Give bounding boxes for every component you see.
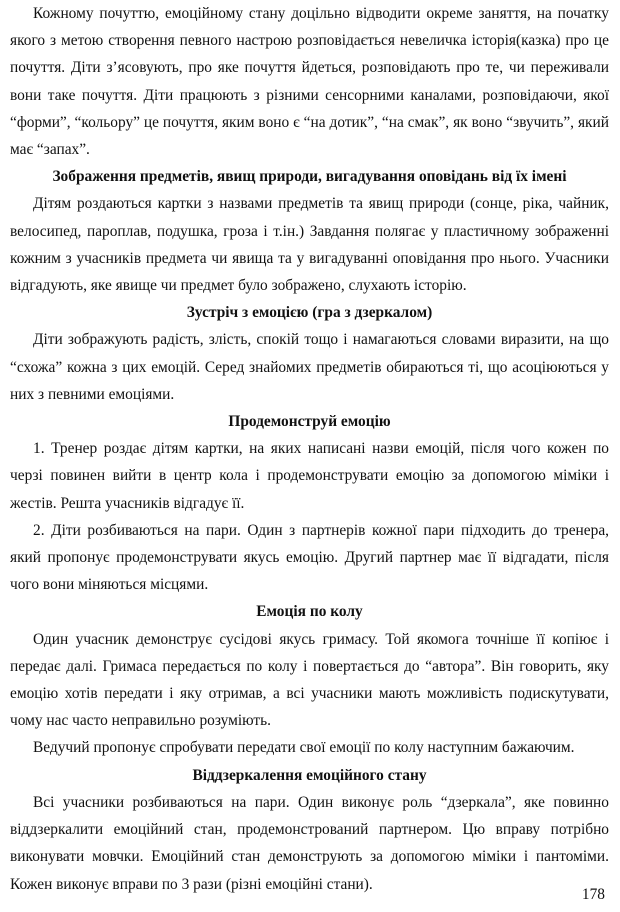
page-number: 178 — [581, 886, 605, 903]
paragraph-demonstrate-2: 2. Діти розбиваються на пари. Один з партнерів кожної пари підходить до тренера, який пропонує продемонструвати якусь емоцію. Другий партнер має її відгадати, після чого вони міняються місцями. — [10, 521, 609, 594]
paragraph-intro: Кожному почуттю, емоційному стану доцільно відводити окреме заняття, на початку якого з метою створення певного настрою розповідається невеличка історія(казка) про це почуття. Діти з’ясовують, про яке почуття йдеться, розповідають про те, чи переживали вони таке почуття. Діти працюють з різними сенсорними каналами, розповідаючи, якої “форми”, “кольору” це почуття, яким воно є “на дотик”, “на смак”, як воно “звучить”, який має “запах”. — [10, 5, 609, 159]
section-heading-reflection: Віддзеркалення емоційного стану — [192, 766, 427, 784]
paragraph-circle-1: Один учасник демонструє сусідові якусь гримасу. Той якомога точніше її копіює і передає далі. Гримаса передається по колу і повертається до “автора”. Він говорить, яку емоцію хотів передати і яку отримав, а всі учасники мають можливість подискутувати, чому нас часто неправильно розуміють. — [10, 630, 609, 730]
paragraph-circle-2: Ведучий пропонує спробувати передати свої емоції по колу наступним бажаючим. — [33, 739, 575, 757]
paragraph-mirror-game: Діти зображують радість, злість, спокій тощо і намагаються словами виразити, на що “схожа” кожна з цих емоцій. Серед знайомих предметів обираються ті, що асоціюються у них з певними емоціями. — [10, 331, 609, 403]
section-heading-objects: Зображення предметів, явищ природи, вигадування оповідань від їх імені — [52, 168, 567, 186]
section-heading-demonstrate: Продемонструй емоцію — [228, 413, 391, 431]
paragraph-reflection: Всі учасники розбиваються на пари. Один виконує роль “дзеркала”, яке повинно віддзеркалити емоційний стан, продемонстрований партнером. Цю вправу потрібно виконувати мовчки. Емоційний стан демонструють за допомогою міміки і пантоміми. Кожен виконує вправи по 3 рази (різні емоційні стани). — [10, 793, 609, 893]
page-content — [10, 0, 609, 898]
paragraph-demonstrate-1: 1. Тренер роздає дітям картки, на яких написані назви емоцій, після чого кожен по черзі повинен вийти в центр кола і продемонструвати емоцію за допомогою міміки і жестів. Решта учасників відгадує її. — [10, 440, 609, 512]
section-heading-circle: Емоція по колу — [256, 603, 363, 621]
paragraph-objects: Дітям роздаються картки з назвами предметів та явищ природи (сонце, ріка, чайник, велосипед, пароплав, подушка, гроза і т.ін.) Завдання полягає у пластичному зображенні кожним з учасників предмета чи явища та у вигадуванні оповідання про нього. Учасники відгадують, яке явище чи предмет було зображено, слухають історію. — [10, 195, 609, 295]
section-heading-mirror-game: Зустріч з емоцією (гра з дзеркалом) — [186, 304, 433, 322]
